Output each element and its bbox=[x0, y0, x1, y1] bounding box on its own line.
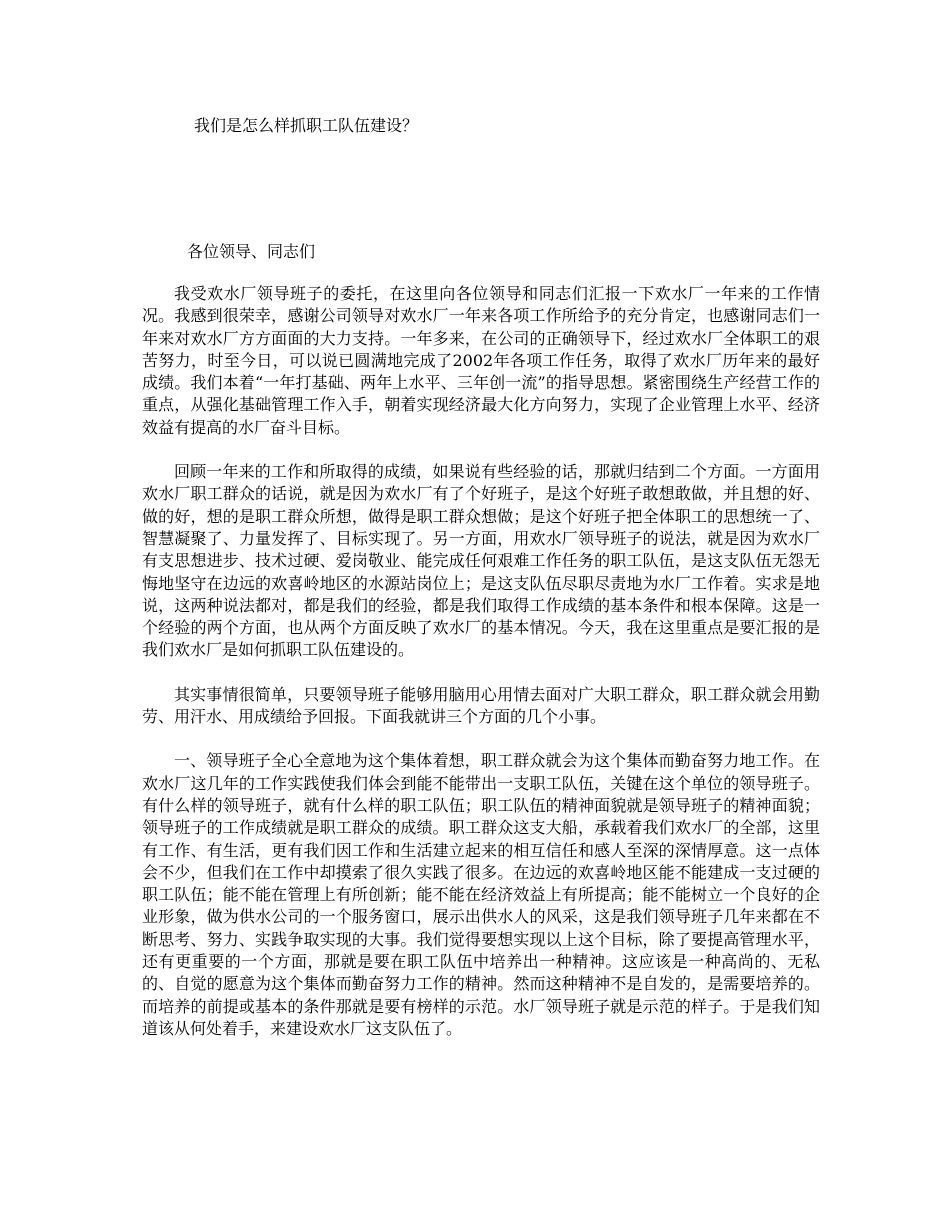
paragraph-3: 其实事情很简单，只要领导班子能够用脑用心用情去面对广大职工群众，职工群众就会用勤劳、用汗水、用成绩给予回报。下面我就讲三个方面的几个小事。 bbox=[142, 684, 820, 727]
document-title: 我们是怎么样抓职工队伍建设？ bbox=[194, 116, 419, 135]
document-body bbox=[142, 283, 820, 1062]
paragraph-2: 回顾一年来的工作和所取得的成绩，如果说有些经验的话，那就归结到二个方面。一方面用欢水厂职工群众的话说，就是因为欢水厂有了个好班子，是这个好班子敢想敢做，并且想的好、做的好，想的是职工群众所想，做得是职工群众想做；是这个好班子把全体职工的思想统一了、智慧凝聚了、力量发挥了、目标实现了。另一方面，用欢水厂领导班子的说法，就是因为欢水厂有支思想进步、技术过硬、爱岗敬业、能完成任何艰难工作任务的职工队伍，是这支队伍无怨无悔地坚守在边远的欢喜岭地区的水源站岗位上；是这支队伍尽职尽责地为水厂工作着。实求是地说，这两种说法都对，都是我们的经验，都是我们取得工作成绩的基本条件和根本保障。这是一个经验的两个方面，也从两个方面反映了欢水厂的基本情况。今天，我在这里重点是要汇报的是我们欢水厂是如何抓职工队伍建设的。 bbox=[142, 462, 820, 660]
salutation: 各位领导、同志们 bbox=[187, 242, 316, 261]
paragraph-1: 我受欢水厂领导班子的委托，在这里向各位领导和同志们汇报一下欢水厂一年来的工作情况。我感到很荣幸，感谢公司领导对欢水厂一年来各项工作所给予的充分肯定，也感谢同志们一年来对欢水厂方方面面的大力支持。一年多来，在公司的正确领导下，经过欢水厂全体职工的艰苦努力，时至今日，可以说已圆满地完成了2002年各项工作任务，取得了欢水厂历年来的最好成绩。我们本着“一年打基础、两年上水平、三年创一流”的指导思想。紧密围绕生产经营工作的重点，从强化基础管理工作入手，朝着实现经济最大化方向努力，实现了企业管理上水平、经济效益有提高的水厂奋斗目标。 bbox=[142, 284, 820, 437]
paragraph-4: 一、领导班子全心全意地为这个集体着想，职工群众就会为这个集体而勤奋努力地工作。在欢水厂这几年的工作实践使我们体会到能不能带出一支职工队伍，关键在这个单位的领导班子。有什么样的领导班子，就有什么样的职工队伍；职工队伍的精神面貌就是领导班子的精神面貌；领导班子的工作成绩就是职工群众的成绩。职工群众这支大船，承载着我们欢水厂的全部，这里有工作、有生活，更有我们因工作和生活建立起来的相互信任和感人至深的深情厚意。这一点体会不少，但我们在工作中却摸索了很久实践了很多。在边远的欢喜岭地区能不能建成一支过硬的职工队伍；能不能在管理上有所创新；能不能在经济效益上有所提高；能不能树立一个良好的企业形象，做为供水公司的一个服务窗口，展示出供水人的风采，这是我们领导班子几年来都在不断思考、努力、实践争取实现的大事。我们觉得要想实现以上这个目标，除了要提高管理水平，还有更重要的一个方面，那就是要在职工队伍中培养出一种精神。这应该是一种高尚的、无私的、自觉的愿意为这个集体而勤奋努力工作的精神。然而这种精神不是自发的，是需要培养的。而培养的前提或基本的条件那就是要有榜样的示范。水厂领导班子就是示范的样子。于是我们知道该从何处着手，来建设欢水厂这支队伍了。 bbox=[142, 751, 820, 1038]
